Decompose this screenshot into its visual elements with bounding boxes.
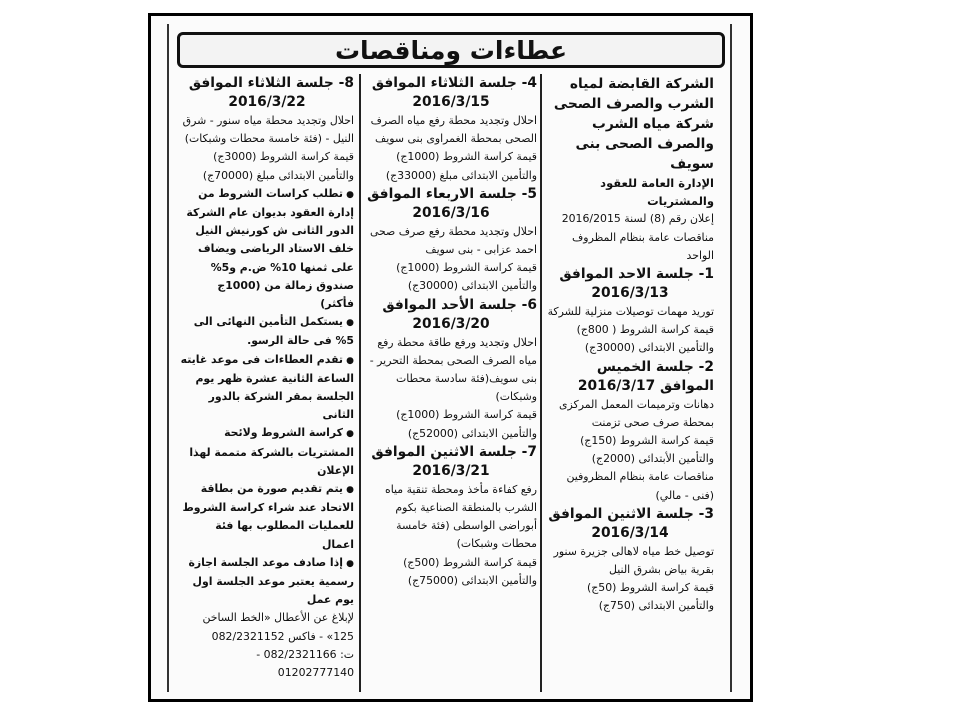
session-date: 2016/3/15: [412, 94, 490, 110]
session-description: رفع كفاءة مأخذ ومحطة تنقية مياه الشرب بالمنطقة الصناعية بكوم أبوراضى الواسطى (فئة خامسة محطات وشبكات): [384, 482, 537, 551]
initial-insurance: والتأمين الابتدائى (30000ج): [407, 279, 537, 293]
session-description: احلال وتجديد ورفع طاقة محطة رفع مياه الصرف الصحى بمحطة التحرير - بنى سويف(فئة سادسة محطات وشبكات): [369, 335, 537, 404]
initial-insurance: والتأمين الابتدائى (750ج): [598, 599, 714, 613]
session-heading: 7- جلسة الاثنين الموافق: [371, 443, 537, 460]
booklet-fee: قيمة كراسة الشروط (1000ج): [396, 261, 537, 275]
session-description: دهانات وترميمات المعمل المركزى بمحطة صرف صحى تزمنت: [559, 397, 714, 429]
column-divider: [359, 74, 361, 692]
session-description: احلال وتجديد محطة مياه سنور - شرق النيل - (فئة خامسة محطات وشبكات): [182, 114, 354, 146]
booklet-fee: قيمة كراسة الشروط (50ج): [587, 581, 714, 595]
session-date: 2016/3/21: [412, 462, 490, 479]
announcement-column-1: [546, 74, 714, 694]
tender-system-note: مناقصات عامة بنظام المظروفين (فنى - مالي): [566, 470, 714, 502]
condition-note: ● يستكمل التأمين النهائى الى 5% فى حالة الرسو.: [180, 313, 354, 350]
initial-insurance: والتأمين الابتدائى مبلغ (70000ج): [202, 168, 354, 182]
initial-insurance: والتأمين الابتدائى (30000ج): [584, 341, 714, 355]
company-name: الشركة القابضة لمياه الشرب والصرف الصحى: [553, 76, 714, 112]
session-heading: 5- جلسة الاربعاء الموافق: [367, 185, 537, 202]
announcement-column-2: [365, 74, 537, 694]
booklet-fee: قيمة كراسة الشروط (500ج): [403, 555, 537, 569]
session-heading: 6- جلسة الأحد الموافق: [382, 296, 537, 313]
booklet-fee: قيمة كراسة الشروط (1000ج): [396, 150, 537, 164]
session-date: 2016/3/22: [228, 94, 306, 110]
phone-numbers: ت: 082/2321166 - 01202777140: [256, 647, 354, 680]
condition-note: ● تطلب كراسات الشروط من إدارة العقود بديوان عام الشركة الدور الثانى ش كورنيش النيل خلف الاستاد الرياضى ويضاف على ثمنها 10% ض.م و5% صندوق زمالة من (1000ج فأكثر): [180, 185, 354, 313]
session-description: احلال وتجديد محطة رفع صرف صحى احمد عزابى - بنى سويف: [369, 224, 537, 257]
session-heading: 8- جلسة الثلاثاء الموافق: [188, 75, 354, 91]
session-date: 2016/3/14: [591, 524, 669, 541]
initial-insurance: والتأمين الابتدائى (52000ج): [407, 426, 537, 440]
session-date: 2016/3/16: [412, 204, 490, 221]
session-date: 2016/3/13: [591, 285, 669, 302]
session-date: 2016/3/20: [412, 315, 490, 332]
session-heading: 4- جلسة الثلاثاء الموافق: [371, 75, 537, 91]
subsidiary-name: شركة مياه الشرب والصرف الصحى بنى سويف: [575, 116, 714, 172]
session-description: توريد مهمات توصيلات منزلية للشركة: [547, 305, 714, 319]
session-description: توصيل خط مياه لاهالى جزيرة سنور بقرية بياض بشرق النيل: [553, 544, 714, 577]
condition-note: ● كراسة الشروط ولائحة المشتريات بالشركة متممة لهذا الإعلان: [180, 424, 354, 480]
initial-insurance: والتأمين الابتدائى مبلغ (33000ج): [385, 168, 537, 182]
session-description: احلال وتجديد محطة رفع مياه الصرف الصحى بمحطة الغمراوى بنى سويف: [370, 114, 537, 146]
initial-insurance: والتأمين الابتدائى (75000ج): [407, 573, 537, 587]
announcement-number: إعلان رقم (8) لسنة 2016/2015 مناقصات عامة بنظام المظروف الواحد: [561, 212, 714, 262]
condition-note: ● إذا صادف موعد الجلسة اجازة رسمية يعتبر موعد الجلسة اول يوم عمل: [180, 554, 354, 610]
booklet-fee: قيمة كراسة الشروط ( 800ج): [576, 323, 714, 337]
session-heading: 1- جلسة الاحد الموافق: [559, 266, 714, 283]
initial-insurance: والتأمين الأبتدائى (2000ج): [591, 452, 714, 466]
session-heading: 2- جلسة الخميس الموافق 2016/3/17: [577, 358, 714, 394]
announcement-column-3: [180, 74, 354, 694]
booklet-fee: قيمة كراسة الشروط (1000ج): [396, 408, 537, 422]
column-divider: [540, 74, 542, 692]
session-heading: 3- جلسة الاثنين الموافق: [548, 505, 714, 522]
masthead-title: عطاءات ومناقصات: [334, 35, 568, 65]
booklet-fee: قيمة كراسة الشروط (3000ج): [213, 150, 354, 164]
department-name: الإدارة العامة للعقود والمشتريات: [600, 176, 714, 209]
section-masthead: [177, 32, 725, 68]
hotline-fax: لإبلاغ عن الأعطال «الخط الساخن 125» - فاكس 082/2321152: [202, 611, 354, 643]
condition-note: ● تقدم العطاءات فى موعد غايته الساعة الثانية عشرة ظهر يوم الجلسة بمقر الشركة بالدور الثانى: [180, 351, 354, 425]
condition-note: ● يتم تقديم صورة من بطاقة الاتحاد عند شراء كراسة الشروط للعمليات المطلوب بها فئة اعمال: [180, 480, 354, 554]
booklet-fee: قيمة كراسة الشروط (150ج): [580, 434, 714, 448]
newspaper-clipping: [148, 13, 753, 702]
